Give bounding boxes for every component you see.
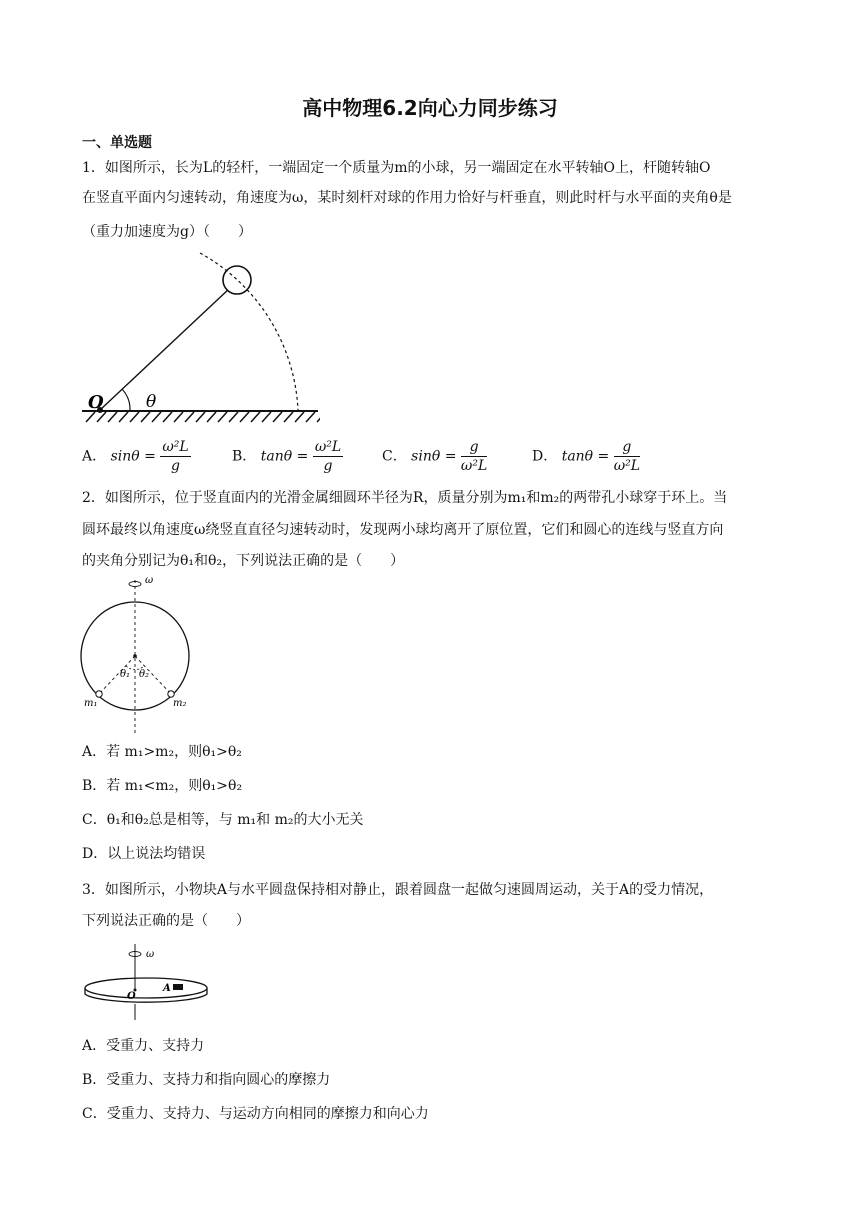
- q1-option-b: B． tanθ = $\frac{\text{ω²L}}{g}$: [232, 439, 342, 474]
- label-m2: m₂: [173, 698, 187, 709]
- q1-option-c: C． sinθ = $\frac{g}{\text{ω²L}}$: [382, 439, 488, 474]
- disc: [85, 978, 207, 998]
- label-m1: m₁: [84, 698, 98, 709]
- rod: [100, 288, 230, 410]
- q3-line-1: 3．如图所示，小物块A与水平圆盘保持相对静止，跟着圆盘一起做匀速圆周运动，关于A的受力情况，: [82, 882, 714, 898]
- label-O: O: [127, 991, 136, 1002]
- ball: [223, 266, 251, 294]
- page-title: 高中物理6.2向心力同步练习: [302, 96, 558, 120]
- q1-option-d: D． tanθ = $\frac{g}{\text{ω²L}}$: [532, 439, 641, 474]
- label-theta1: θ₁: [120, 669, 131, 680]
- label-A: A: [163, 983, 171, 994]
- q2-option-a: A．若 m₁>m₂，则θ₁>θ₂: [82, 744, 242, 760]
- ball-m2: [168, 691, 174, 697]
- q2-line-1: 2．如图所示，位于竖直面内的光滑金属细圆环半径为R，质量分别为m₁和m₂的两带孔小球穿于环上。当: [82, 490, 728, 506]
- q1-line-2: 在竖直平面内匀速转动，角速度为ω，某时刻杆对球的作用力恰好与杆垂直，则此时杆与水平面的夹角θ是: [82, 190, 732, 206]
- q2-option-c: C．θ₁和θ₂总是相等，与 m₁和 m₂的大小无关: [82, 812, 364, 828]
- q2-line-2: 圆环最终以角速度ω绕竖直直径匀速转动时，发现两小球均离开了原位置，它们和圆心的连线与竖直方向: [82, 522, 724, 538]
- section-heading: 一、单选题: [82, 135, 152, 151]
- q3-option-b: B．受重力、支持力和指向圆心的摩擦力: [82, 1072, 331, 1088]
- q1-rod-figure: [80, 250, 320, 430]
- q1-line-1: 1．如图所示，长为L的轻杆，一端固定一个质量为m的小球，另一端固定在水平转轴O上，杆随转轴O: [82, 160, 711, 176]
- q2-line-3: 的夹角分别记为θ₁和θ₂，下列说法正确的是（ ）: [82, 553, 405, 569]
- q1-line-3: （重力加速度为g）（ ）: [82, 224, 252, 240]
- q1-option-a: A． sinθ = $\frac{\text{ω²L}}{g}$: [82, 439, 189, 474]
- block-A: [173, 984, 183, 990]
- q2-ring-figure: [78, 574, 198, 736]
- q2-option-b: B．若 m₁<m₂，则θ₁>θ₂: [82, 778, 243, 794]
- q3-line-2: 下列说法正确的是（ ）: [82, 913, 250, 929]
- q3-disc-figure: [80, 942, 215, 1024]
- label-omega: ω: [145, 575, 154, 586]
- ball-m1: [96, 691, 102, 697]
- label-theta: θ: [146, 392, 157, 412]
- label-omega: ω: [146, 949, 155, 960]
- label-theta2: θ₂: [139, 669, 150, 680]
- q2-option-d: D．以上说法均错误: [82, 846, 206, 862]
- label-O: O: [88, 392, 104, 413]
- q3-option-a: A．受重力、支持力: [82, 1038, 205, 1054]
- q3-option-c: C．受重力、支持力、与运动方向相同的摩擦力和向心力: [82, 1106, 429, 1122]
